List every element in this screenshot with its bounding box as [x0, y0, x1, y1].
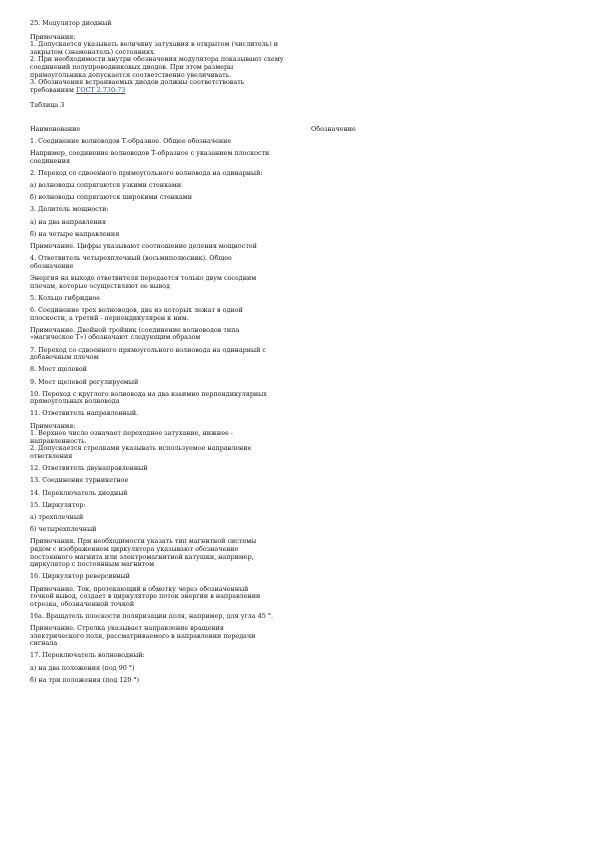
table-row: Примечание. Двойной тройник (соединение волноводов типа «магическое Т») обозначают следующим образом	[30, 325, 240, 342]
table-row: 13. Соединение турникетное	[30, 476, 129, 485]
note-1: 1. Допускается указывать величину затухания в открытом (числитель) и закрытом (знаменатель) состояниях.	[30, 40, 279, 56]
table-row: 17. Переключатель волноводный:	[30, 651, 145, 660]
table-row: 8. Мост щелевой	[30, 365, 87, 374]
notes-block	[30, 34, 570, 95]
document-page	[30, 20, 570, 689]
table-body	[30, 138, 320, 684]
table-row: а) на два направления	[30, 217, 107, 226]
table-row: 3. Делитель мощности:	[30, 205, 109, 214]
table-row: б) на четыре направления	[30, 229, 120, 238]
table-row: 4. Ответвитель четырехплечный (восьмиполюсник). Общее обозначение	[30, 254, 232, 270]
table-row: 1. Соединение волноводов Т-образное. Общее обозначение	[30, 136, 232, 145]
table-row: Например, соединение волноводов Т-образное с указанием плоскости соединения	[30, 149, 270, 165]
table-row: 16а. Вращатель плоскости поляризации поля, например, для угла 45 °.	[30, 611, 274, 620]
table-row: 10. Переход с круглого волновода на два взаимно перпендикулярных прямоугольных волновода	[30, 389, 267, 406]
gost-link[interactable]: ГОСТ 2.730-73	[76, 85, 126, 94]
table-row: 14. Переключатель диодный	[30, 488, 128, 497]
table-row: 9. Мост щелевой регулируемый	[30, 377, 139, 386]
table-row: Примечание. Ток, протекающий в обмотку через обозначенный точкой вывод, создает в циркуляторе поток энергии в направлении отрезка, обозначенной точкой	[30, 584, 261, 608]
note-3-text: 3. Обозначения встраиваемых диодов должны соответствовать требованиям	[30, 78, 245, 94]
table-row: 6. Соединение трех волноводов, два из которых лежат в одной плоскости, а третий - перпендикулярен к ним.	[30, 305, 243, 322]
table-row: 5. Кольцо гибридное	[30, 293, 101, 302]
table-row: б) на три положения (под 120 °)	[30, 675, 140, 684]
table-row: Примечание. Цифры указывают соотношение деления мощностей	[30, 242, 257, 251]
table-row: а) на два положения (под 90 °)	[30, 663, 135, 672]
table-row: 11. Ответвитель направленный.	[30, 409, 139, 418]
table-row: б) четырехплечный	[30, 525, 97, 534]
table-row: 16. Циркулятор реверсивный	[30, 572, 130, 581]
column-header-name: Наименование	[30, 124, 81, 133]
table-row: а) трехплечный	[30, 512, 84, 521]
note-2: 2. При необходимости внутри обозначения модулятора показывают схему соединений полупроводниковых диодов. При этом размеры прямоугольника допускается соответственно увеличивать.	[30, 55, 284, 79]
table-row: Энергия на выходе ответвителя передается только двум соседним плечам, которые осуществляют ее вывод	[30, 274, 257, 290]
table-row: 12. Ответвитель двунаправленный	[30, 464, 148, 473]
notes-label: Примечания:	[30, 32, 76, 41]
table-row: б) волноводы сопрягаются широкими стенками	[30, 193, 193, 202]
table-row: 15. Циркулятор:	[30, 500, 86, 509]
note-3	[30, 79, 570, 94]
section-title: 25. Модулятор диодный	[30, 19, 112, 27]
table-row: Примечания: 1. Верхнее число означает переходное затухание, нижнее - направленность. 2. Допускается стрелками указывать используемое направление ответвления	[30, 421, 252, 461]
table-row: а) волноводы сопрягаются узкими стенками	[30, 181, 182, 190]
column-header-symbol: Обозначение	[311, 124, 356, 133]
table-row: 7. Переход со сдвоенного прямоугольного волновода на одинарный с добавочным плечом	[30, 345, 266, 362]
table-row: Примечание. Стрелка указывает направление вращения электрического поля, рассматриваемого в направлении передачи сигнала	[30, 624, 256, 648]
table-caption: Таблица 3	[30, 101, 65, 110]
table-row: 2. Переход со сдвоенного прямоугольного волновода на одинарный:	[30, 168, 263, 177]
table-row: Примечания. При необходимости указать тип магнитной системы рядом с изображением циркулятора указывают обозначение постоянного магнита или электромагнитной катушки, например, циркулятор с постоянным магнитом	[30, 537, 257, 569]
table-header	[30, 126, 570, 136]
